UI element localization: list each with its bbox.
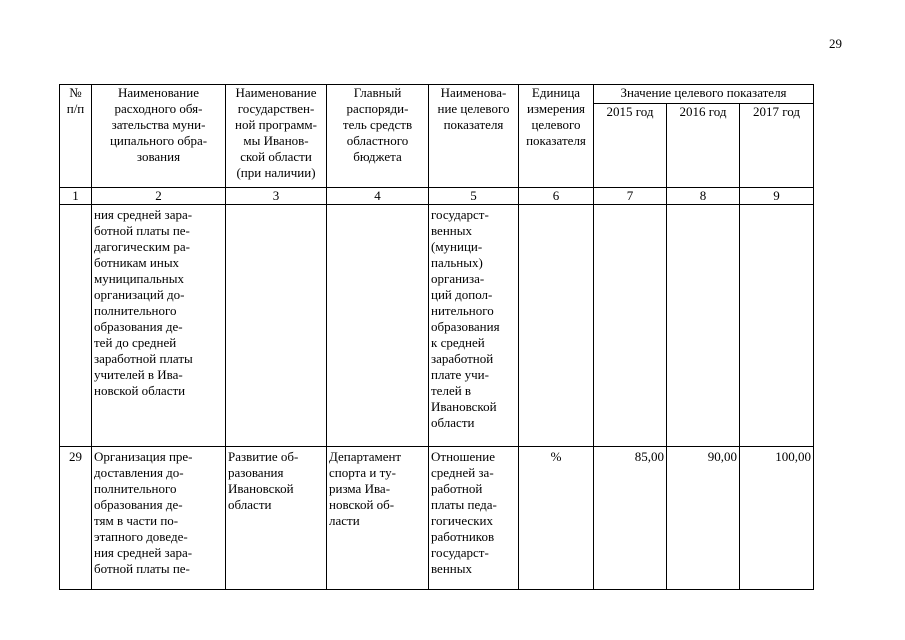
column-number: 7 (594, 188, 667, 205)
value-2016-cell (667, 205, 740, 447)
header-2017: 2017 год (740, 104, 814, 188)
table-row (60, 447, 814, 590)
header-unit: Единица измерения целевого показателя (519, 85, 594, 188)
header-row-top (60, 85, 814, 104)
header-indicator: Наименова- ние целевого показателя (429, 85, 519, 188)
target-indicators-table (59, 84, 814, 590)
obligation-cell: Организация пре- доставления до- полнительного образования де- тям в части по- этапного доведе- ния средней зара- ботной платы пе- (92, 447, 226, 590)
value-2016-cell: 90,00 (667, 447, 740, 590)
column-number: 2 (92, 188, 226, 205)
column-number: 8 (667, 188, 740, 205)
program-cell (226, 205, 327, 447)
header-manager: Главный распоряди- тель средств областного бюджета (327, 85, 429, 188)
value-2015-cell (594, 205, 667, 447)
column-number: 5 (429, 188, 519, 205)
unit-cell (519, 205, 594, 447)
column-number-row (60, 188, 814, 205)
page-number: 29 (829, 36, 842, 51)
obligation-cell: ния средней зара- ботной платы пе- дагогическим ра- ботникам иных муниципальных организаций до- полнительного образования де- тей до средней заработной платы учителей в Ива- новской области (92, 205, 226, 447)
column-number: 3 (226, 188, 327, 205)
header-program: Наименование государствен- ной программ- мы Иванов- ской области (при наличии) (226, 85, 327, 188)
header-2016: 2016 год (667, 104, 740, 188)
table-row (60, 205, 814, 447)
indicator-cell: государст- венных (муници- пальных) организа- ций допол- нительного образования к средней заработной плате учи- телей в Ивановской области (429, 205, 519, 447)
program-cell: Развитие об- разования Ивановской области (226, 447, 327, 590)
column-number: 4 (327, 188, 429, 205)
indicator-cell: Отношение средней за- работной платы педа- гогических работников государст- венных (429, 447, 519, 590)
column-number: 9 (740, 188, 814, 205)
header-obligation: Наименование расходного обя- зательства муни- ципального обра- зования (92, 85, 226, 188)
header-2015: 2015 год (594, 104, 667, 188)
value-2017-cell (740, 205, 814, 447)
column-number: 6 (519, 188, 594, 205)
header-num: № п/п (60, 85, 92, 188)
unit-cell: % (519, 447, 594, 590)
value-2015-cell: 85,00 (594, 447, 667, 590)
row-number: 29 (60, 447, 92, 590)
manager-cell: Департамент спорта и ту- ризма Ива- новской об- ласти (327, 447, 429, 590)
manager-cell (327, 205, 429, 447)
value-2017-cell: 100,00 (740, 447, 814, 590)
header-value-group: Значение целевого показателя (594, 85, 814, 104)
row-number (60, 205, 92, 447)
column-number: 1 (60, 188, 92, 205)
